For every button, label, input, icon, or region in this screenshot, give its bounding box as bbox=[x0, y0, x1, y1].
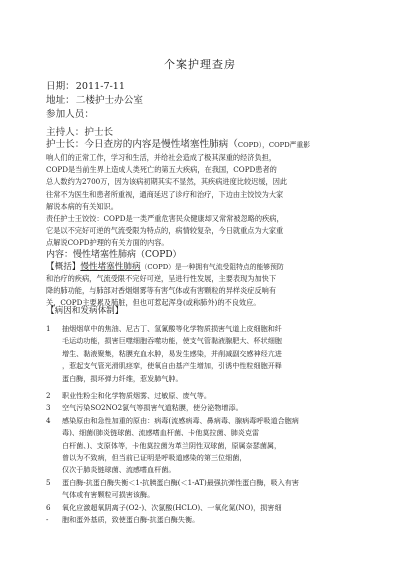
meta-attendees bbox=[46, 108, 95, 122]
intro-resp-small: COPD是一类严重危害民众健康却又常常被忽略的疾病， bbox=[103, 214, 284, 224]
item-number: 4 bbox=[46, 415, 51, 425]
item-line: 抽烟烟草中的焦油、尼古丁、氢氰酸等化学物质损害气道上皮细胞和纤 bbox=[62, 324, 282, 333]
item-line: 蛋白酶，损坏弹力纤维，惹发肺气肿。 bbox=[62, 373, 183, 383]
intro-line: COPD是当前生界上造成人类死亡的第五大疾病，在我国，COPD患者的 bbox=[46, 165, 277, 175]
intro-line: 解说本病的有关知识。 bbox=[46, 201, 118, 211]
summary-line: 和治疗的疾病，气流受限不完好可逆，呈进行性发展，主要表现为加快下 bbox=[46, 274, 277, 283]
summary-term: 慢性堵塞性肺病 bbox=[80, 262, 141, 272]
item-number: 6 bbox=[46, 502, 51, 512]
intro-lead-main: 护士长：今日查房的内容是慢性堵塞性肺病（ bbox=[46, 139, 238, 150]
summary-bracket: 【概括】 bbox=[46, 262, 81, 272]
item-line: 感染原由和急性加重的原由：病毒(流感病毒、鼻病毒、腺病毒呼吸道合胞病 bbox=[62, 415, 299, 425]
item-line: 职业性粉尘和化学物质烟雾、过敏原、废气等。 bbox=[62, 391, 211, 401]
intro-line: 响人们的正常工作，学习和生活，并给社会造成了极其深重的经济负担， bbox=[46, 153, 277, 162]
intro-line: 它是以不完好可逆的气流受限为特点的，病情较复杂，今日就重点为大家重 bbox=[46, 226, 284, 236]
item-line: 仅次于肺炎链球菌、流感嗜血杆菌。 bbox=[62, 465, 176, 475]
meta-location-value: 二楼护士办公室 bbox=[75, 95, 143, 106]
cause-item-2 bbox=[46, 390, 386, 402]
item-line: 白杆菌、)、支原体等，卡他莫拉菌为革兰阴性双球菌，原属奈瑟菌属， bbox=[62, 440, 282, 450]
cause-item-1 bbox=[46, 323, 386, 385]
intro-paragraph bbox=[46, 138, 376, 250]
intro-resp-line bbox=[46, 213, 376, 225]
meta-date-label: 日期： bbox=[46, 81, 75, 92]
intro-lead-small: COPD），COPD严重影 bbox=[237, 141, 311, 149]
summary-line: 降的肺功能，与肺部对香烟烟雾等有害气体或有害颗粒的异样炎症反响有 bbox=[46, 286, 277, 296]
intro-line: 总人数约为2700万，因为该病初期其实不显然，其疾病进度比较迟缓，因此 bbox=[46, 177, 288, 187]
item-line: 氧化应激超氧阴离子(O2-)、次氯酸(HCLO)、一氧化氮(NO)，损害细 bbox=[62, 502, 282, 512]
item-line: 毒)、细菌(肺炎链球菌、流感嗜血杆菌、卡他莫拉菌、肺炎克雷 bbox=[62, 428, 260, 438]
intro-resp-lead: 责任护士王饺饺： bbox=[46, 214, 104, 224]
summary-line: 关，COPD主要累及肺脏，但也可惹起浑身(或称肺外)的不良效应。 bbox=[46, 298, 261, 308]
intro-lead bbox=[46, 138, 376, 152]
meta-location bbox=[46, 94, 143, 108]
host-line: 主持人：护士长 bbox=[46, 127, 114, 138]
item-line: 蛋白酶-抗蛋白酶失衡＜1-抗胰蛋白酶(＜1-AT)最强抗弹性蛋白酶，吸入有害 bbox=[62, 477, 299, 487]
summary-rest: （COPD）是一种拥有气流受阻特点的能够预防 bbox=[140, 263, 284, 271]
cause-head: 【病因和发病体制】 bbox=[46, 306, 124, 316]
item-number: - bbox=[46, 515, 49, 525]
cause-item-4 bbox=[46, 415, 386, 477]
item-number: 3 bbox=[46, 403, 51, 413]
item-number: 5 bbox=[46, 477, 51, 487]
cause-list bbox=[46, 323, 386, 527]
document-title: 个案护理查房 bbox=[164, 58, 236, 71]
item-line: 空气污染SO2NO2氯气等损害气道粘膜，使分泌物增添。 bbox=[62, 403, 243, 413]
cause-section bbox=[46, 305, 386, 317]
item-line: 胞和蛋外基质，致使蛋白酶-抗蛋白酶失衡。 bbox=[62, 515, 200, 525]
item-line: 毛运动功能，损害巨噬细胞吞噬功能，使支气管黏液腺肥大、杯状细胞 bbox=[62, 336, 282, 346]
cause-item-3 bbox=[46, 402, 386, 414]
item-line: 增生、黏液聚集，粘膜充血水肿，易发生感染，并削减副交感神经亢进 bbox=[62, 348, 282, 358]
cause-item-5 bbox=[46, 477, 386, 502]
cause-item-6 bbox=[46, 502, 386, 514]
intro-line: 点解说COPD护理的有关方面的内容。 bbox=[46, 238, 169, 248]
meta-attendees-label: 参加人员： bbox=[46, 109, 94, 120]
meta-location-label: 地址： bbox=[46, 95, 75, 106]
summary-head bbox=[46, 261, 386, 273]
meta-date bbox=[46, 80, 125, 94]
content-heading: 内容：慢性堵塞性肺病（COPD） bbox=[46, 250, 182, 260]
summary-section bbox=[46, 261, 386, 310]
cause-item-continued bbox=[46, 514, 386, 526]
meta-date-value: 2011-7-11 bbox=[75, 81, 125, 92]
item-line: 曾以为不致病，但当前已证明是呼吸道感染的第三位细菌， bbox=[62, 453, 247, 463]
intro-line: 往常不为医生和患者所重视，通商延迟了诊疗和治疗，下边由主饺饺为大家 bbox=[46, 189, 284, 199]
item-number: 2 bbox=[46, 391, 51, 401]
item-line: 气体或有害颗粒可损害该酶。 bbox=[62, 490, 155, 500]
item-number: 1 bbox=[46, 324, 51, 333]
item-line: ，惹起支气管光滑肌痉挛，使氧自由基产生增加，引诱中性粒细胞开释 bbox=[62, 361, 282, 371]
